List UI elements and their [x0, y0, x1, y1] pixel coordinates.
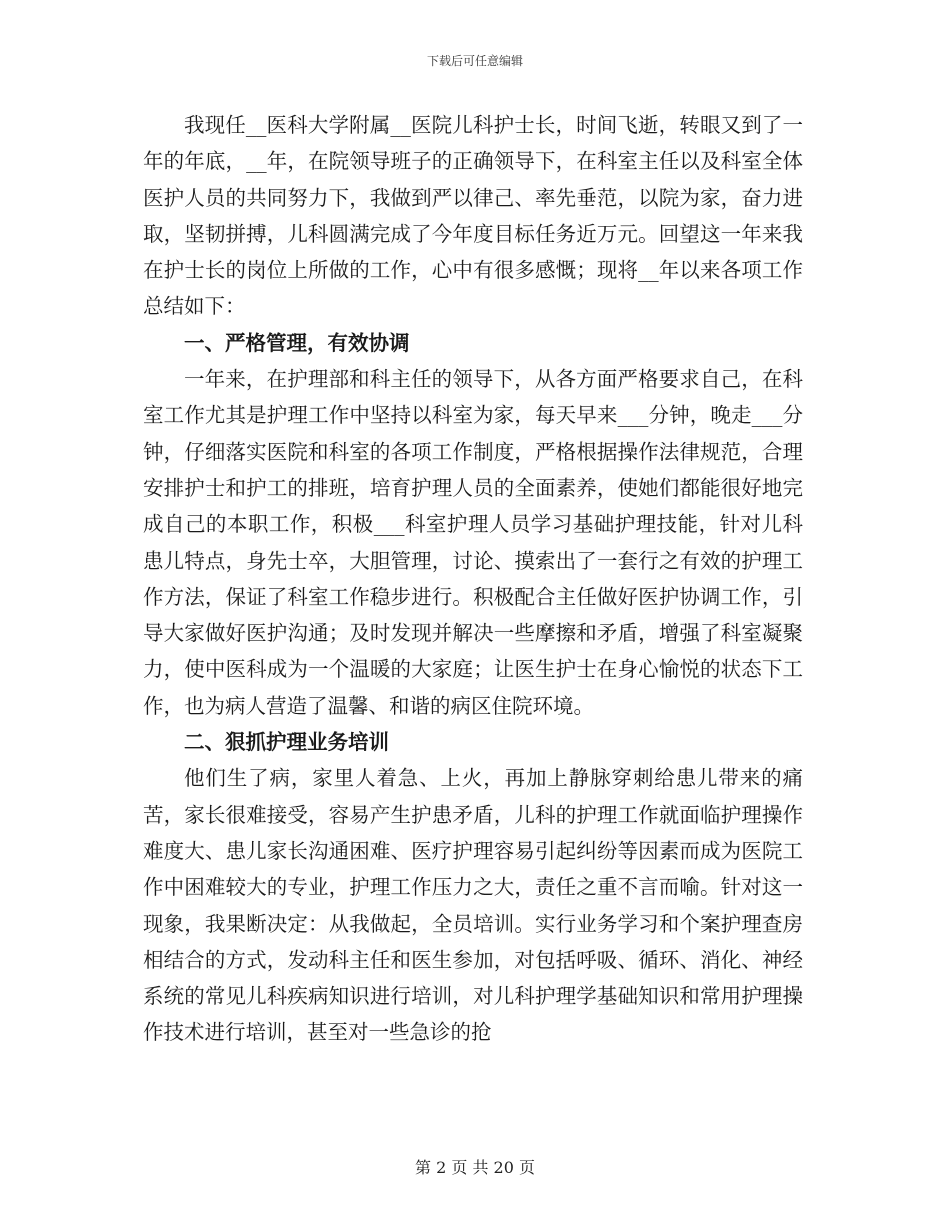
page-footer: 第 2 页 共 20 页: [415, 1158, 535, 1177]
section-heading-1: 一、严格管理，有效协调: [184, 330, 410, 355]
page-header: 下载后可任意编辑: [426, 54, 523, 68]
section-1-paragraph: 一年来，在护理部和科主任的领导下，从各方面严格要求自己，在科室工作尤其是护理工作中坚持以科室为家，每天早来___分钟，晚走___分钟，仔细落实医院和科室的各项工作制度，严格根据操作法律规范，合理安排护士和护工的排班，培育护理人员的全面素养，使她们都能很好地完成自己的本职工作，积极___科室护理人员学习基础护理技能，针对儿科患儿特点，身先士卒，大胆管理，讨论、摸索出了一套行之有效的护理工作方法，保证了科室工作稳步进行。积极配合主任做好医护协调工作，引导大家做好医护沟通；及时发现并解决一些摩擦和矛盾，增强了科室凝聚力，使中医科成为一个温暖的大家庭；让医生护士在身心愉悦的状态下工作，也为病人营造了温馨、和谐的病区住院环境。: [143, 367, 803, 718]
intro-paragraph: 我现任__医科大学附属__医院儿科护士长，时间飞逝，转眼又到了一年的年底，__年，在院领导班子的正确领导下，在科室主任以及科室全体医护人员的共同努力下，我做到严以律己、率先垂范，以院为家，奋力进取，坚韧拼搏，儿科圆满完成了今年度目标任务近万元。回望这一年来我在护士长的岗位上所做的工作，心中有很多感慨；现将__年以来各项工作总结如下：: [143, 113, 803, 319]
document-body: [143, 107, 803, 1051]
section-2-paragraph: 他们生了病，家里人着急、上火，再加上静脉穿刺给患儿带来的痛苦，家长很难接受，容易产生护患矛盾，儿科的护理工作就面临护理操作难度大、患儿家长沟通困难、医疗护理容易引起纠纷等因素而成为医院工作中困难较大的专业，护理工作压力之大，责任之重不言而喻。针对这一现象，我果断决定：从我做起，全员培训。实行业务学习和个案护理查房相结合的方式，发动科主任和医生参加，对包括呼吸、循环、消化、神经系统的常见儿科疾病知识进行培训，对儿科护理学基础知识和常用护理操作技术进行培训，甚至对一些急诊的抢: [143, 766, 803, 1045]
section-heading-2: 二、狠抓护理业务培训: [184, 730, 389, 755]
